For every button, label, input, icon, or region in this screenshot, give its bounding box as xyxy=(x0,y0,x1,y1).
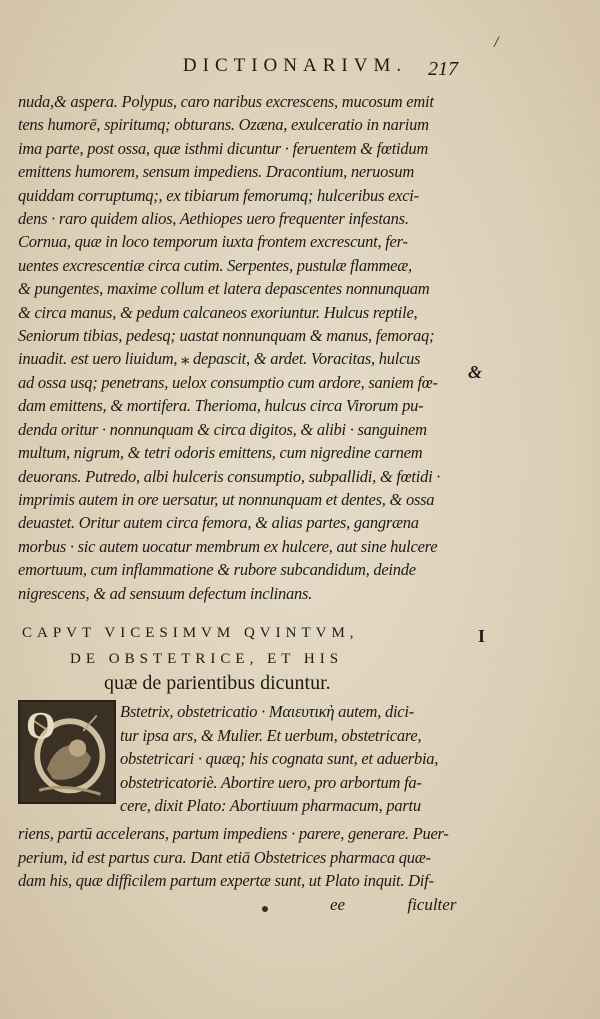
text-line: multum, nigrum, & tetri odoris emittens, cum nigredine carnem xyxy=(18,443,423,463)
text-line: Bstetrix, obstetricatio · Μαιευτικὴ autem, dici- xyxy=(120,702,414,721)
woodcut-initial xyxy=(18,700,116,804)
side-mark: & xyxy=(468,362,483,382)
text-line: nuda,& aspera. Polypus, caro naribus excrescens, mucosum emit xyxy=(18,92,434,111)
ink-spot xyxy=(262,906,268,912)
text-line: nigrescens, & ad sensuum defectum inclinans. xyxy=(18,583,313,603)
text-line: uentes excrescentiæ circa cutim. Serpentes, pustulæ flammeæ, xyxy=(18,255,412,275)
text-line: imprimis autem in ore uersatur, ut nonnunquam et dentes, & ossa xyxy=(18,489,435,509)
text-line: dam his, quæ difficilem partum expertæ sunt, ut Plato inquit. Dif- xyxy=(18,871,434,890)
catchwords xyxy=(330,895,514,915)
signature-mark: ee xyxy=(330,895,346,914)
chapter-number: I xyxy=(478,626,486,646)
text-line: riens, partū accelerans, partum impediens · parere, generare. Puer- xyxy=(18,824,449,843)
text-line: Seniorum tibias, pedesq; uastat nonnunquam & manus, femoraq; xyxy=(18,326,435,346)
initial-letter: O xyxy=(26,705,56,747)
text-line: ima parte, post ossa, quæ isthmi dicuntur · feruentem & fœtidum xyxy=(18,138,429,158)
text-line: denda oritur · nonnunquam & circa digitos, & alibi · sanguinem xyxy=(18,419,427,439)
text-line: & circa manus, & pedum calcaneos exoriuntur. Hulcus reptile, xyxy=(18,302,418,322)
text-line: dens · raro quidem alios, Aethiopes uero frequenter infestans. xyxy=(18,209,409,229)
text-line: ad ossa usq; penetrans, uelox consumptio cum ardore, saniem fœ- xyxy=(18,372,438,392)
text-line: obstetricatoriè. Abortire uero, pro arbortum fa- xyxy=(120,772,422,792)
text-line: perium, id est partus cura. Dant etiā Obstetrices pharmaca quæ- xyxy=(18,847,431,867)
chapter-paragraph-full xyxy=(18,822,478,893)
margin-mark: / xyxy=(494,34,499,51)
chapter-paragraph-indented xyxy=(120,700,480,818)
text-line: & pungentes, maxime collum et latera depascentes nonnunquam xyxy=(18,279,430,299)
catchword: ficulter xyxy=(407,895,457,914)
text-line: tens humorē, spiritumq; obturans. Ozæna, exulceratio in narium xyxy=(18,115,429,135)
text-line: deuastet. Oritur autem circa femora, & alias partes, gangræna xyxy=(18,513,419,533)
text-line: dam emittens, & mortifera. Therioma, hulcus circa Virorum pu- xyxy=(18,396,424,416)
text-line: Cornua, quæ in loco temporum iuxta frontem excrescunt, fer- xyxy=(18,232,408,252)
running-head: DICTIONARIVM. xyxy=(182,55,408,76)
body-text xyxy=(18,90,478,605)
text-line: emortuum, cum inflammatione & rubore subcandidum, deinde xyxy=(18,560,416,580)
page-number: 217 xyxy=(428,58,458,80)
text-line: cere, dixit Plato: Abortiuum pharmacum, partu xyxy=(120,796,421,815)
chapter-title: CAPVT VICESIMVM QVINTVM, xyxy=(22,625,359,641)
text-line: inuadit. est uero liuidum, ⁎ depascit, & ardet. Voracitas, hulcus xyxy=(18,349,421,369)
text-line: tur ipsa ars, & Mulier. Et uerbum, obstetricare, xyxy=(120,725,422,745)
chapter-subject: DE OBSTETRICE, ET HIS xyxy=(70,651,344,667)
text-line: obstetricari · quæq; his cognata sunt, et aduerbia, xyxy=(120,749,439,768)
chapter-subtitle: quæ de parientibus dicuntur. xyxy=(104,672,331,694)
text-line: morbus · sic autem uocatur membrum ex hulcere, aut sine hulcere xyxy=(18,536,438,556)
chapter-heading xyxy=(18,620,458,672)
text-line: emittens humorem, sensum impediens. Dracontium, neruosum xyxy=(18,162,415,182)
text-line: deuorans. Putredo, albi hulceris consumptio, subpallidi, & fœtidi · xyxy=(18,466,441,486)
text-line: quiddam corruptumq;, ex tibiarum femorumq; hulceribus exci- xyxy=(18,185,419,205)
